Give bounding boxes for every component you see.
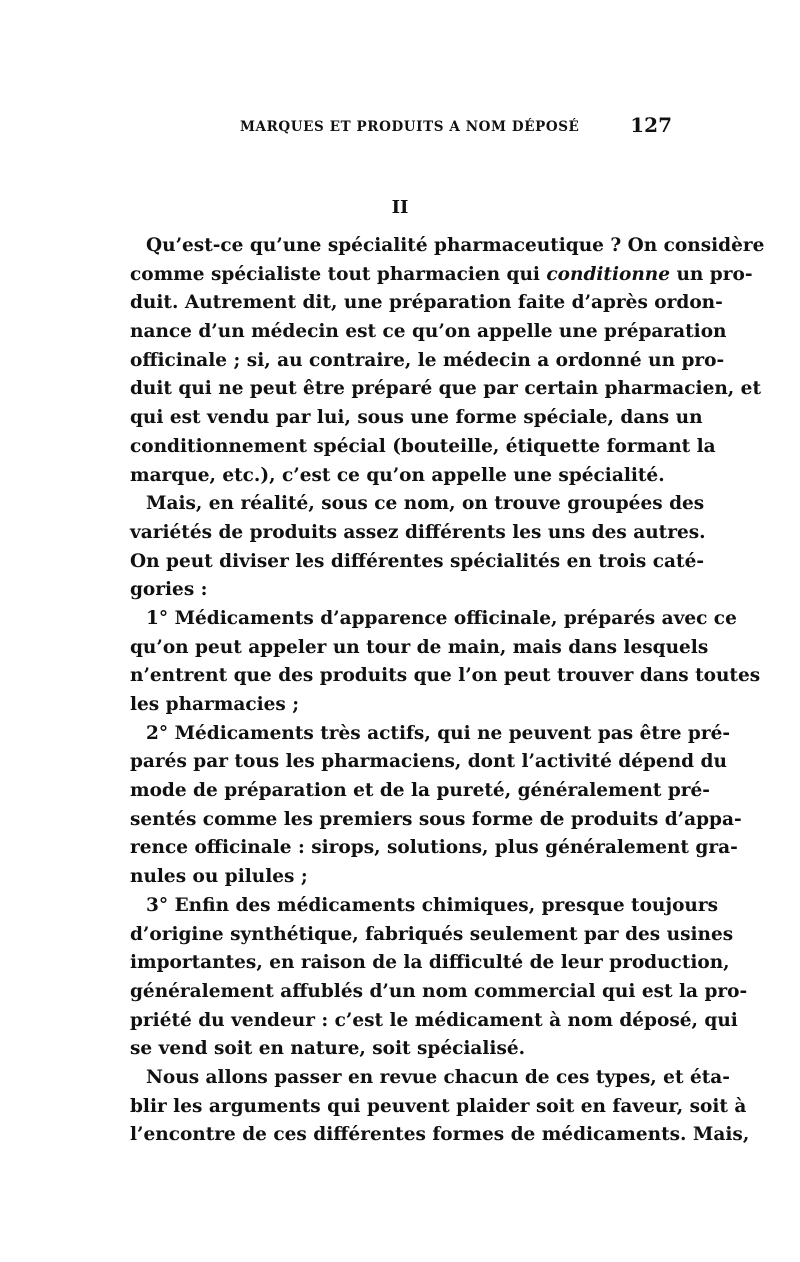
- text-line: parés par tous les pharmaciens, dont l’activité dépend du: [130, 751, 727, 773]
- text-line: d’origine synthétique, fabriqués seulement par des usines: [130, 923, 734, 945]
- text-line: variétés de produits assez différents les uns des autres.: [130, 521, 706, 543]
- page-number: 127: [630, 113, 672, 137]
- text-line: blir les arguments qui peuvent plaider soit en faveur, soit à: [130, 1095, 747, 1117]
- running-head: [132, 113, 672, 141]
- text-line: On peut diviser les différentes spécialités en trois caté-: [130, 550, 705, 572]
- text-line: nules ou pilules ;: [130, 866, 308, 888]
- text-line: 2° Médicaments très actifs, qui ne peuvent pas être pré-: [146, 722, 731, 744]
- text-line: les pharmacies ;: [130, 694, 300, 715]
- text-line: sentés comme les premiers sous forme de produits d’appa-: [130, 808, 742, 830]
- text-line: généralement affublés d’un nom commercial qui est la pro-: [130, 980, 748, 1002]
- text-line: marque, etc.), c’est ce qu’on appelle une spécialité.: [130, 464, 665, 486]
- text-line: officinale ; si, au contraire, le médecin a ordonné un pro-: [130, 349, 725, 371]
- running-title: MARQUES ET PRODUITS A NOM DÉPOSÉ: [240, 119, 580, 135]
- text-line: gories :: [130, 579, 208, 601]
- italic-term: conditionne: [546, 263, 671, 285]
- text-line: duit qui ne peut être préparé que par certain pharmacien, et: [130, 378, 761, 400]
- body-text: [130, 232, 765, 1150]
- text-line: qu’on peut appeler un tour de main, mais dans lesquels: [130, 636, 709, 658]
- text-line: comme spécialiste tout pharmacien qui conditionne un pro-: [130, 263, 753, 285]
- text-line: Mais, en réalité, sous ce nom, on trouve groupées des: [146, 493, 705, 515]
- text-line: Nous allons passer en revue chacun de ces types, et éta-: [146, 1066, 730, 1088]
- text-line: nance d’un médecin est ce qu’on appelle une préparation: [130, 321, 727, 343]
- section-number: II: [391, 197, 409, 218]
- text-line: priété du vendeur : c’est le médicament à nom déposé, qui: [130, 1009, 738, 1031]
- text-line: importantes, en raison de la difficulté de leur production,: [130, 952, 730, 974]
- text-line: l’encontre de ces différentes formes de médicaments. Mais,: [130, 1124, 750, 1146]
- text-line: mode de préparation et de la pureté, généralement pré-: [130, 780, 710, 802]
- text-line: rence officinale : sirops, solutions, plus généralement gra-: [130, 837, 738, 859]
- text-line: conditionnement spécial (bouteille, étiquette formant la: [130, 435, 716, 457]
- text-line: n’entrent que des produits que l’on peut trouver dans toutes: [130, 665, 761, 687]
- text-line: qui est vendu par lui, sous une forme spéciale, dans un: [130, 407, 703, 429]
- text-line: duit. Autrement dit, une préparation faite d’après ordon-: [130, 292, 723, 314]
- text-line: se vend soit en nature, soit spécialisé.: [130, 1038, 526, 1060]
- text-line: 1° Médicaments d’apparence officinale, préparés avec ce: [146, 607, 737, 629]
- text-line: Qu’est-ce qu’une spécialité pharmaceutique ? On considère: [146, 235, 765, 256]
- text-line: 3° Enfin des médicaments chimiques, presque toujours: [146, 894, 719, 916]
